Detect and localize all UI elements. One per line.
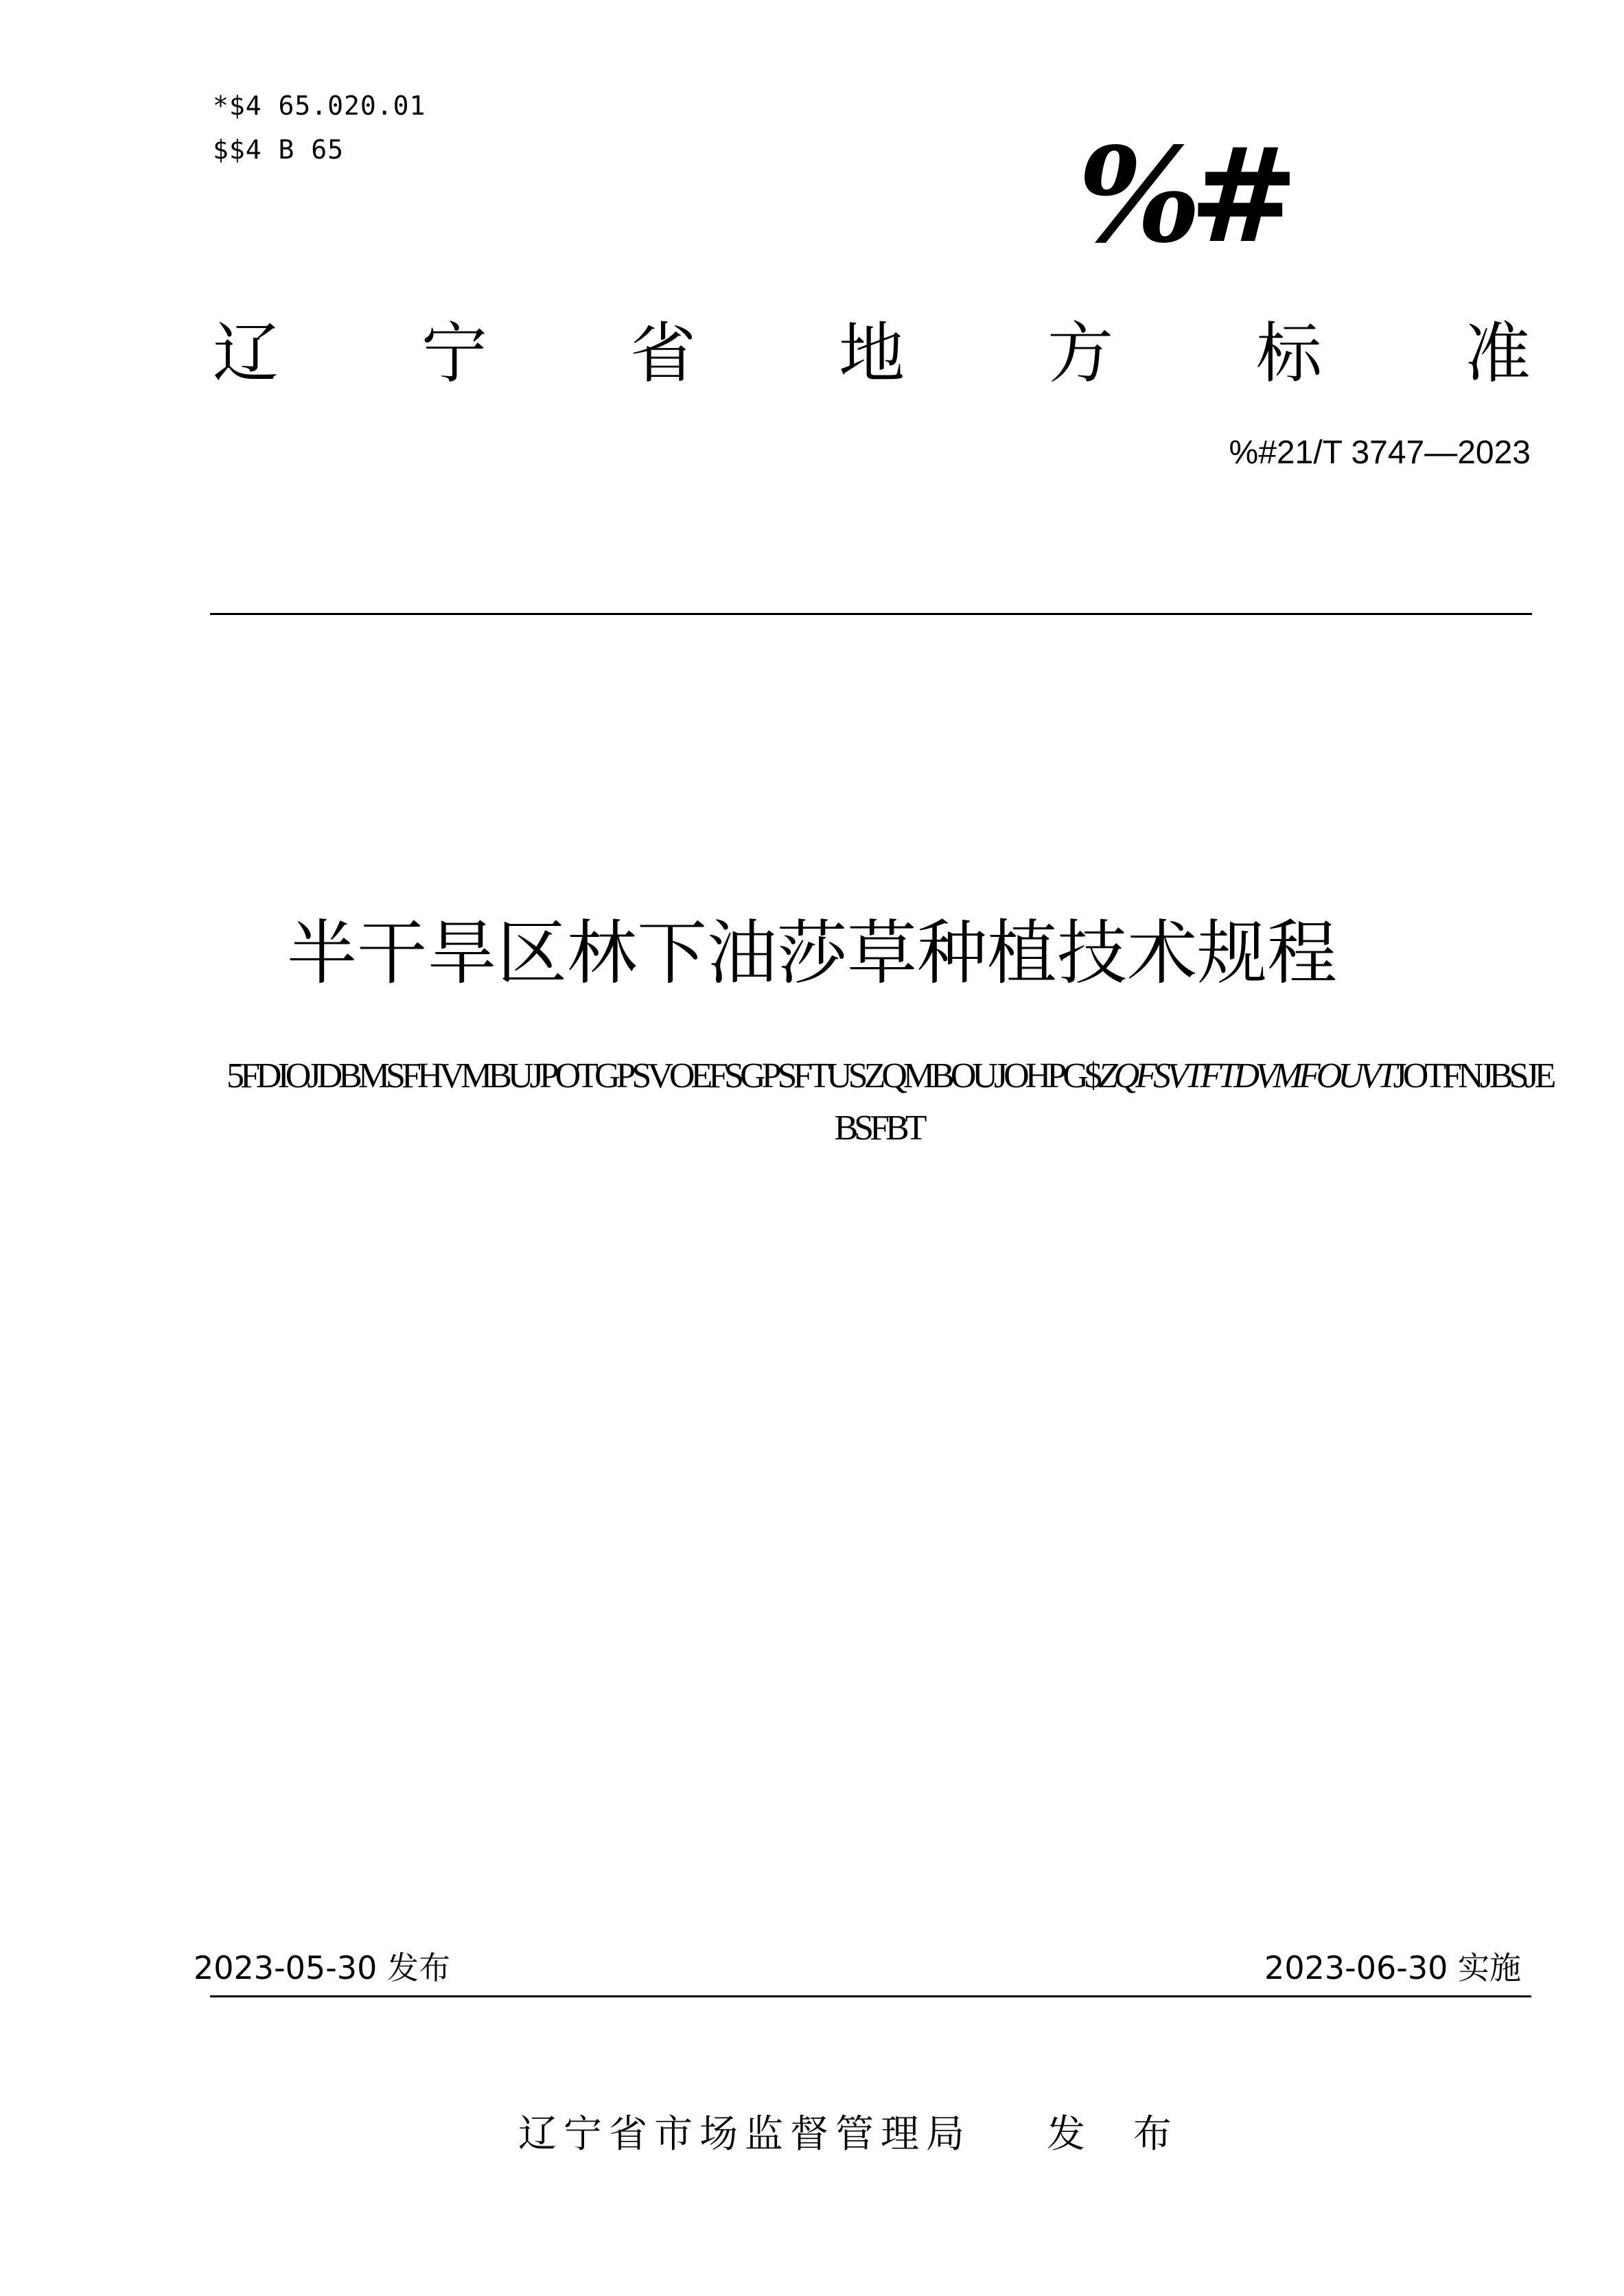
standard-type-char: 标 bbox=[1256, 315, 1322, 392]
title-en-italic: ZQFSVTFTDVMFOUVT bbox=[1098, 1056, 1393, 1095]
publisher-name: 辽宁省市场监督管理局 bbox=[518, 2112, 971, 2157]
standard-type-char: 辽 bbox=[213, 315, 279, 392]
document-title-en bbox=[227, 1050, 1553, 1155]
title-en-part2: JOTFNJBSJE bbox=[1393, 1056, 1553, 1095]
standard-number: %#21/T 3747—2023 bbox=[1229, 434, 1531, 471]
standard-type-char: 方 bbox=[1047, 315, 1113, 392]
issue-date: 2023-05-30 发布 bbox=[194, 1949, 450, 1986]
document-title-cn: 半干旱区林下油莎草种植技术规程 bbox=[287, 913, 1337, 995]
ics-code: *$4 65.020.01 bbox=[213, 91, 426, 121]
title-en-part1: 5FDIOJDBMSFHVMBUJPOTGPSVOEFSGPSFTUSZQMBOUJOHPG$ bbox=[227, 1056, 1098, 1095]
standard-type-heading bbox=[213, 312, 1531, 395]
ccs-code: $$4 B 65 bbox=[213, 135, 345, 165]
implementation-date: 2023-06-30 实施 bbox=[1264, 1949, 1521, 1986]
publisher-action: 发 布 bbox=[1047, 2112, 1190, 2157]
standard-type-char: 准 bbox=[1465, 315, 1531, 392]
standard-type-char: 地 bbox=[839, 315, 905, 392]
header-divider bbox=[210, 613, 1532, 615]
db-logo: %# bbox=[1078, 119, 1286, 272]
standard-type-char: 省 bbox=[630, 315, 696, 392]
standard-type-char: 宁 bbox=[421, 315, 487, 392]
publisher-line bbox=[518, 2107, 1190, 2162]
footer-divider bbox=[210, 1995, 1531, 1997]
title-en-line2: BSFBT bbox=[834, 1109, 923, 1148]
